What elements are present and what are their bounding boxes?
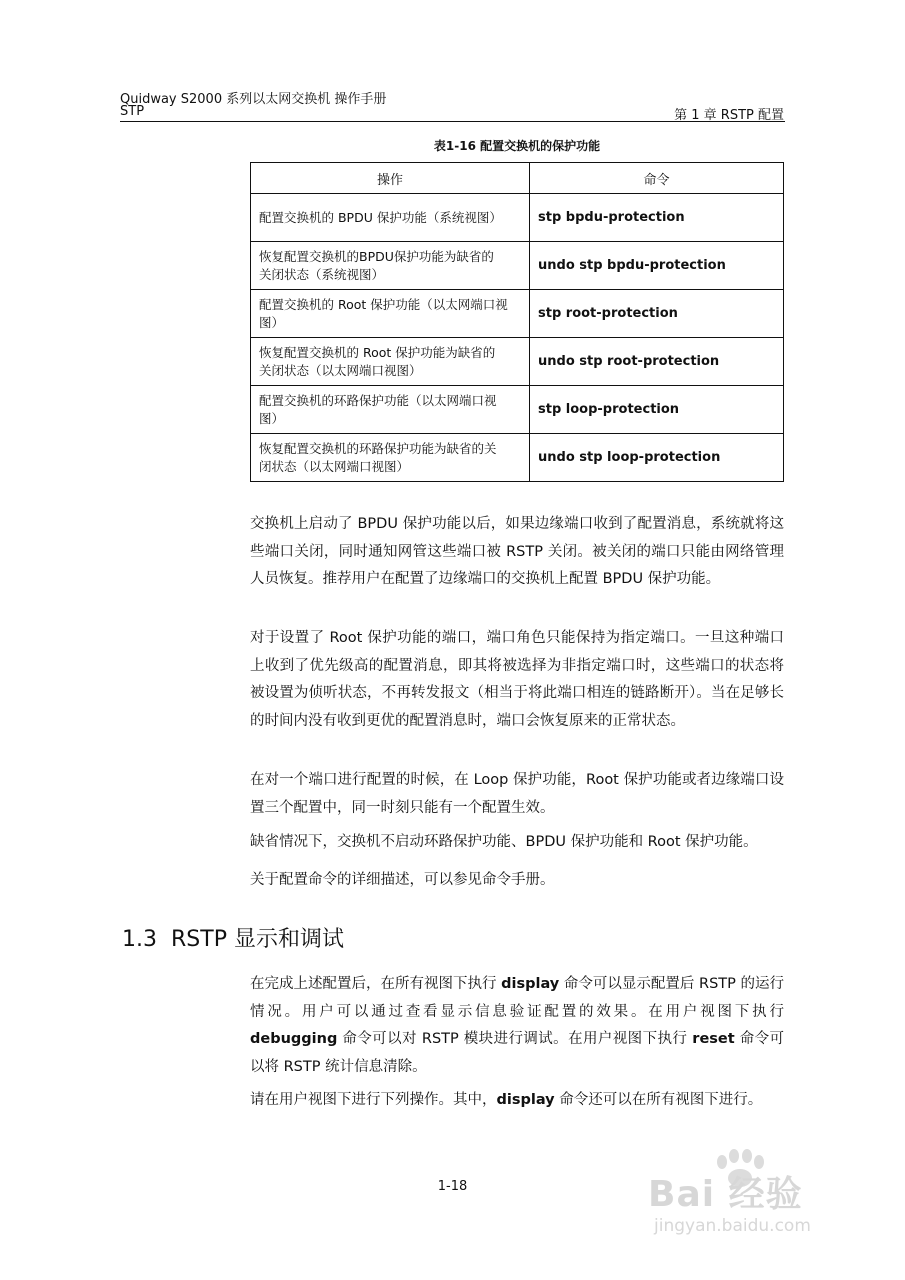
section-heading: [122, 922, 344, 953]
command-keyword: display: [496, 1092, 555, 1108]
command-cell: stp bpdu-protection: [530, 194, 784, 242]
table-row: [251, 338, 784, 386]
paragraph-root-protection: 对于设置了 Root 保护功能的端口，端口角色只能保持为指定端口。一旦这种端口上收到了优先级高的配置消息，即其将被选择为非指定端口时，这些端口的状态将被设置为侦听状态，不再转发报文（相当于将此端口相连的链路断开）。当在足够长的时间内没有收到更优的配置消息时，端口会恢复原来的正常状态。: [250, 630, 784, 729]
command-keyword: display: [501, 976, 560, 992]
header-chapter: 第 1 章 RSTP 配置: [674, 108, 784, 123]
column-header-command: 命令: [530, 163, 784, 194]
table-row: [251, 194, 784, 242]
operation-cell: 恢复配置交换机的 Root 保护功能为缺省的 关闭状态（以太网端口视图）: [251, 338, 530, 386]
command-keyword: debugging: [250, 1031, 338, 1047]
config-table: [250, 162, 784, 482]
operation-cell: 配置交换机的环路保护功能（以太网端口视 图）: [251, 386, 530, 434]
command-cell: stp root-protection: [530, 290, 784, 338]
table-row: [251, 290, 784, 338]
column-header-operation: 操作: [251, 163, 530, 194]
paragraph-defaults: 缺省情况下，交换机不启动环路保护功能、BPDU 保护功能和 Root 保护功能。: [250, 834, 758, 850]
paragraph-reference: 关于配置命令的详细描述，可以参见命令手册。: [250, 872, 555, 888]
table-row: [251, 386, 784, 434]
paragraph-display-debug: 在完成上述配置后，在所有视图下执行 display 命令可以显示配置后 RSTP 的运行情况。用户可以通过查看显示信息验证配置的效果。在用户视图下执行 debugging 命令可以对 RSTP 模块进行调试。在用户视图下执行 reset 命令可以将 RSTP 统计信息清除。: [250, 976, 784, 1075]
page-number: 1-18: [437, 1179, 468, 1194]
operation-cell: 配置交换机的 Root 保护功能（以太网端口视 图）: [251, 290, 530, 338]
command-cell: undo stp root-protection: [530, 338, 784, 386]
command-cell: undo stp bpdu-protection: [530, 242, 784, 290]
operation-cell: 恢复配置交换机的BPDU保护功能为缺省的 关闭状态（系统视图）: [251, 242, 530, 290]
paragraph-bpdu-protection: 交换机上启动了 BPDU 保护功能以后，如果边缘端口收到了配置消息，系统就将这些端口关闭，同时通知网管这些端口被 RSTP 关闭。被关闭的端口只能由网络管理人员恢复。推荐用户在配置了边缘端口的交换机上配置 BPDU 保护功能。: [250, 516, 784, 587]
header-rule: [120, 121, 785, 122]
header-product: Quidway S2000 系列以太网交换机 操作手册: [120, 92, 387, 107]
watermark-brand: Bai 经验: [648, 1174, 803, 1215]
operation-cell: 配置交换机的 BPDU 保护功能（系统视图）: [251, 194, 530, 242]
command-cell: undo stp loop-protection: [530, 434, 784, 482]
baidu-watermark: [640, 1148, 850, 1248]
table-caption: 表1-16 配置交换机的保护功能: [433, 139, 601, 153]
command-keyword: reset: [692, 1031, 735, 1047]
command-cell: stp loop-protection: [530, 386, 784, 434]
watermark-url: jingyan.baidu.com: [654, 1216, 811, 1236]
paragraph-user-view: 请在用户视图下进行下列操作。其中，display 命令还可以在所有视图下进行。: [250, 1092, 763, 1108]
paragraph-exclusive-config: 在对一个端口进行配置的时候，在 Loop 保护功能，Root 保护功能或者边缘端口设置三个配置中，同一时刻只能有一个配置生效。: [250, 772, 784, 816]
table-header-row: [251, 163, 784, 194]
header-section: STP: [120, 104, 145, 119]
operation-cell: 恢复配置交换机的环路保护功能为缺省的关 闭状态（以太网端口视图）: [251, 434, 530, 482]
section-number: 1.3: [122, 927, 157, 952]
section-title: RSTP 显示和调试: [171, 927, 344, 952]
table-row: [251, 242, 784, 290]
table-row: [251, 434, 784, 482]
